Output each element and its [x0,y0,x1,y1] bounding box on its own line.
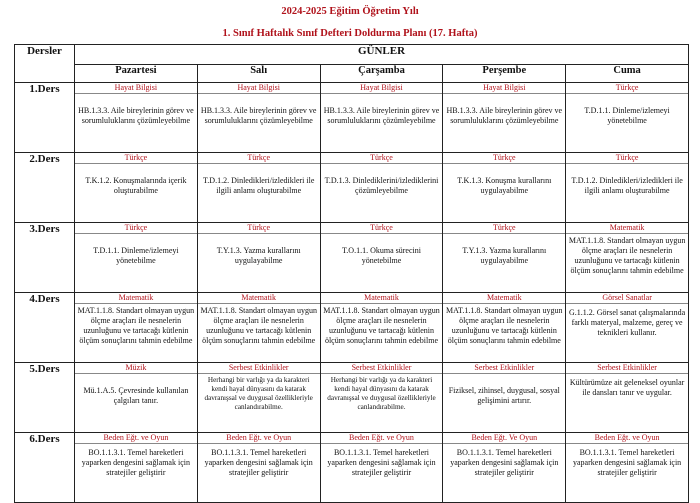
objective-text: HB.1.3.3. Aile bireylerinin görev ve sorumluluklarını çözümleyebilme [78,106,194,125]
objective-text: T.K.1.3. Konuşma kurallarını uygulayabilme [457,176,552,195]
lesson-row-4 [15,293,689,363]
lesson-cell [566,223,689,293]
lesson-row-5 [15,363,689,433]
subject-label: Matematik [566,223,688,234]
objective-text: MAT.1.1.8. Standart olmayan uygun ölçme araçları ile nesnelerin uzunluğunu ve tartacağı kütlenin ölçüm sonuçlarını tahmin edebilme [568,236,686,275]
objective-text: BO.1.1.3.1. Temel hareketleri yaparken dengesini sağlamak için stratejiler geliştirir [81,448,190,477]
lesson-cell [320,433,443,503]
objective-text: MAT.1.1.8. Standart olmayan uygun ölçme araçları ile nesnelerin uzunluğunu ve tartacağı kütlenin ölçüm sonuçlarını tahmin edebilme [200,306,317,345]
lesson-cell [566,293,689,363]
lesson-label: 1.Ders [15,83,75,153]
lesson-cell [443,433,566,503]
subject-label: Hayat Bilgisi [321,83,443,94]
objective-text: T.D.1.2. Dinledikleri/izledikleri ile ilgili anlamı oluşturabilme [203,176,315,195]
subject-label: Hayat Bilgisi [443,83,565,94]
subject-label: Türkçe [75,153,197,164]
objective-text: HB.1.3.3. Aile bireylerinin görev ve sorumluluklarını çözümleyebilme [200,106,317,125]
subject-label: Türkçe [321,153,443,164]
objective-text: G.1.1.2. Görsel sanat çalışmalarında farklı materyal, malzeme, gereç ve teknikleri kullanır. [569,308,686,337]
subject-label: Müzik [75,363,197,374]
objective-text: T.K.1.2. Konuşmalarında içerik oluşturabilme [85,176,187,195]
day-header-tuesday: Salı [197,65,320,83]
day-header-friday: Cuma [566,65,689,83]
lesson-cell [566,83,689,153]
lesson-row-6 [15,433,689,503]
lesson-cell [566,363,689,433]
lesson-label: 3.Ders [15,223,75,293]
objective-text: Herhangi bir varlığı ya da karakteri kendi hayal dünyasını da katarak davranışsal ve duygusal özellikleriyle canlandırabilme. [204,376,313,411]
objective-text: T.D.1.1. Dinleme/izlemeyi yönetebilme [584,106,670,125]
day-header-wednesday: Çarşamba [320,65,443,83]
lesson-cell [320,363,443,433]
lesson-cell [443,223,566,293]
objective-text: BO.1.1.3.1. Temel hareketleri yaparken dengesini sağlamak için stratejiler geliştirir [204,448,313,477]
lesson-cell [197,83,320,153]
subject-label: Türkçe [443,223,565,234]
objective-text: MAT.1.1.8. Standart olmayan uygun ölçme araçları ile nesnelerin uzunluğunu ve tartacağı kütlenin ölçüm sonuçlarını tahmin edebilme [323,306,440,345]
objective-text: MAT.1.1.8. Standart olmayan uygun ölçme araçları ile nesnelerin uzunluğunu ve tartacağı kütlenin ölçüm sonuçlarını tahmin edebilme [77,306,195,345]
lesson-cell [197,153,320,223]
subject-label: Matematik [443,293,565,304]
lesson-cell [197,433,320,503]
lesson-cell [75,153,198,223]
document-title: 2024-2025 Eğitim Öğretim Yılı [281,6,419,17]
objective-text: BO.1.1.3.1. Temel hareketleri yaparken dengesini sağlamak için stratejiler geliştirir [327,448,436,477]
lesson-label: 4.Ders [15,293,75,363]
dersler-header: Dersler [15,45,75,83]
subject-label: Serbest Etkinlikler [443,363,565,374]
subject-label: Hayat Bilgisi [198,83,320,94]
objective-text: Fiziksel, zihinsel, duygusal, sosyal gelişimini artırır. [448,386,560,405]
day-header-monday: Pazartesi [75,65,198,83]
lesson-label: 6.Ders [15,433,75,503]
objective-text: T.Y.1.3. Yazma kurallarını uygulayabilme [216,246,301,265]
objective-text: BO.1.1.3.1. Temel hareketleri yaparken dengesini sağlamak için stratejiler geliştirir [573,448,682,477]
lesson-label: 2.Ders [15,153,75,223]
objective-text: Mü.1.A.5. Çevresinde kullanılan çalgıları tanır. [83,386,189,405]
subject-label: Matematik [75,293,197,304]
lesson-cell [197,293,320,363]
lesson-cell [320,83,443,153]
subject-label: Serbest Etkinlikler [321,363,443,374]
subject-label: Beden Eğt. ve Oyun [198,433,320,444]
objective-text: T.D.1.3. Dinlediklerini/izlediklerini çözümleyebilme [324,176,439,195]
lesson-cell [197,223,320,293]
lesson-cell [75,83,198,153]
gunler-header: GÜNLER [75,45,689,65]
subject-label: Beden Eğt. ve Oyun [75,433,197,444]
day-header-thursday: Perşembe [443,65,566,83]
subject-label: Hayat Bilgisi [75,83,197,94]
schedule-table [14,44,689,503]
subject-label: Beden Eğt. Ve Oyun [443,433,565,444]
subject-label: Matematik [321,293,443,304]
lesson-row-2 [15,153,689,223]
lesson-label: 5.Ders [15,363,75,433]
objective-text: T.Y.1.3. Yazma kurallarını uygulayabilme [462,246,547,265]
objective-text: Herhangi bir varlığı ya da karakteri kendi hayal dünyasını da katarak davranışsal ve duygusal özellikleriyle canlandırabilme. [327,376,436,411]
lesson-cell [320,223,443,293]
subject-label: Matematik [198,293,320,304]
lesson-cell [75,293,198,363]
subject-label: Beden Eğt. ve Oyun [321,433,443,444]
lesson-cell [320,293,443,363]
objective-text: T.O.1.1. Okuma sürecini yönetebilme [342,246,421,265]
lesson-row-3 [15,223,689,293]
subject-label: Türkçe [443,153,565,164]
subject-label: Görsel Sanatlar [566,293,688,304]
subject-label: Türkçe [75,223,197,234]
lesson-cell [197,363,320,433]
subject-label: Türkçe [566,83,688,94]
lesson-cell [443,153,566,223]
objective-text: T.D.1.2. Dinledikleri/izledikleri ile ilgili anlamı oluşturabilme [571,176,683,195]
lesson-cell [320,153,443,223]
lesson-cell [443,363,566,433]
subject-label: Türkçe [321,223,443,234]
subject-label: Beden Eğt. ve Oyun [566,433,688,444]
objective-text: T.D.1.1. Dinleme/izlemeyi yönetebilme [93,246,179,265]
lesson-row-1 [15,83,689,153]
subject-label: Türkçe [566,153,688,164]
document-subtitle: 1. Sınıf Haftalık Sınıf Defteri Doldurma Planı (17. Hafta) [222,28,478,39]
subject-label: Serbest Etkinlikler [198,363,320,374]
subject-label: Türkçe [198,153,320,164]
objective-text: Kültürümüze ait geleneksel oyunlar ile dansları tanır ve uygular. [569,378,685,397]
lesson-cell [566,153,689,223]
lesson-cell [443,293,566,363]
lesson-cell [75,363,198,433]
lesson-cell [75,433,198,503]
subject-label: Türkçe [198,223,320,234]
lesson-cell [75,223,198,293]
objective-text: HB.1.3.3. Aile bireylerinin görev ve sorumluluklarını çözümleyebilme [323,106,440,125]
objective-text: BO.1.1.3.1. Temel hareketleri yaparken dengesini sağlamak için stratejiler geliştirir [450,448,559,477]
objective-text: MAT.1.1.8. Standart olmayan uygun ölçme araçları ile nesnelerin uzunluğunu ve tartacağı kütlenin ölçüm sonuçlarını tahmin edebilme [446,306,563,345]
lesson-cell [566,433,689,503]
subject-label: Serbest Etkinlikler [566,363,688,374]
lesson-cell [443,83,566,153]
objective-text: HB.1.3.3. Aile bireylerinin görev ve sorumluluklarını çözümleyebilme [446,106,563,125]
